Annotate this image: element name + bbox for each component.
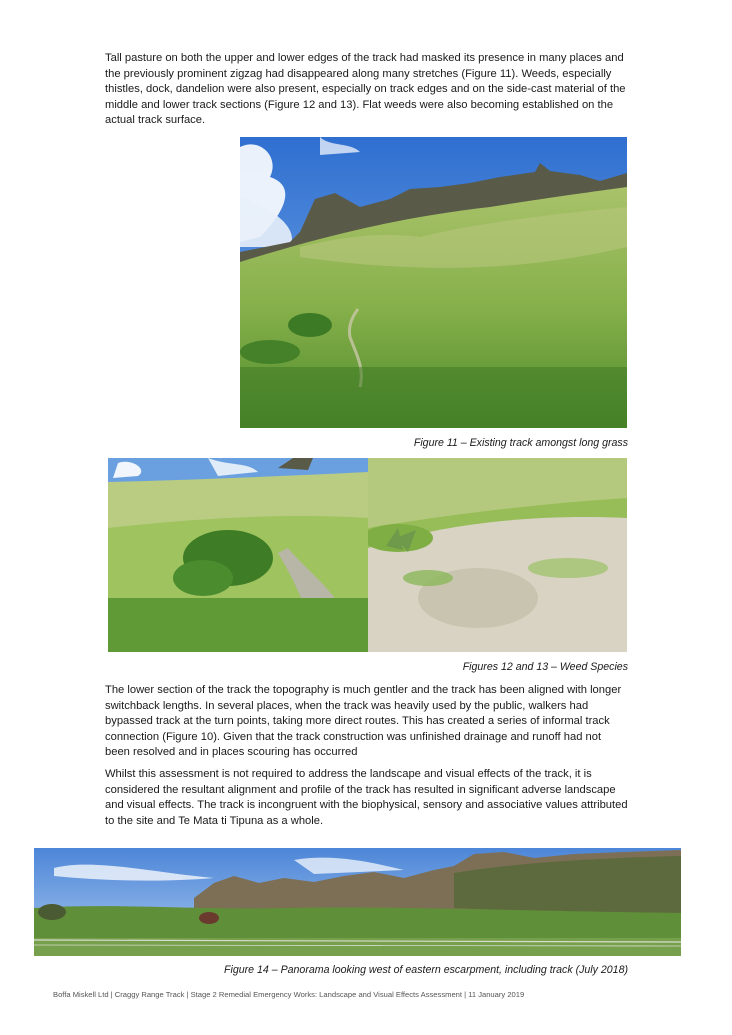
figure-14-caption: Figure 14 – Panorama looking west of eastern escarpment, including track (July 2018) <box>224 964 628 976</box>
figure-12-photo <box>108 458 368 652</box>
figure-11-photo <box>240 137 627 428</box>
figure-11-caption: Figure 11 – Existing track amongst long grass <box>413 437 628 449</box>
figure-14-panorama <box>34 848 681 956</box>
paragraph-assessment: Whilst this assessment is not required to address the landscape and visual effects of the track, it is considered the resultant alignment and profile of the track has resulted in significant adverse landscape and visual effects. The track is incongruent with the biophysical, sensory and associative values attributed to the site and Te Mata ti Tipuna as a whole. <box>105 768 628 827</box>
figure-12-13-caption: Figures 12 and 13 – Weed Species <box>462 661 628 673</box>
figure-13-photo <box>368 458 627 652</box>
page-footer: Boffa Miskell Ltd | Craggy Range Track | Stage 2 Remedial Emergency Works: Landscape and Visual Effects Assessment | 11 January 2019 <box>53 990 525 999</box>
paragraph-pasture: Tall pasture on both the upper and lower edges of the track had masked its presence in many places and the previously prominent zigzag had disappeared along many stretches (Figure 11). Weeds, especially thistles, dock, dandelion were also present, especially on track edges and on the side-cast material of the middle and lower track sections (Figure 12 and 13). Flat weeds were also becoming established on the actual track surface. <box>105 52 626 127</box>
paragraph-lower-section: The lower section of the track the topography is much gentler and the track has been aligned with longer switchback lengths. In several places, when the track was heavily used by the public, walkers had bypassed track at the turn points, taking more direct routes. This has created a series of informal track connection (Figure 10). Given that the track construction was unfinished drainage and runoff had not been resolved and in places scouring has occurred <box>105 684 622 759</box>
